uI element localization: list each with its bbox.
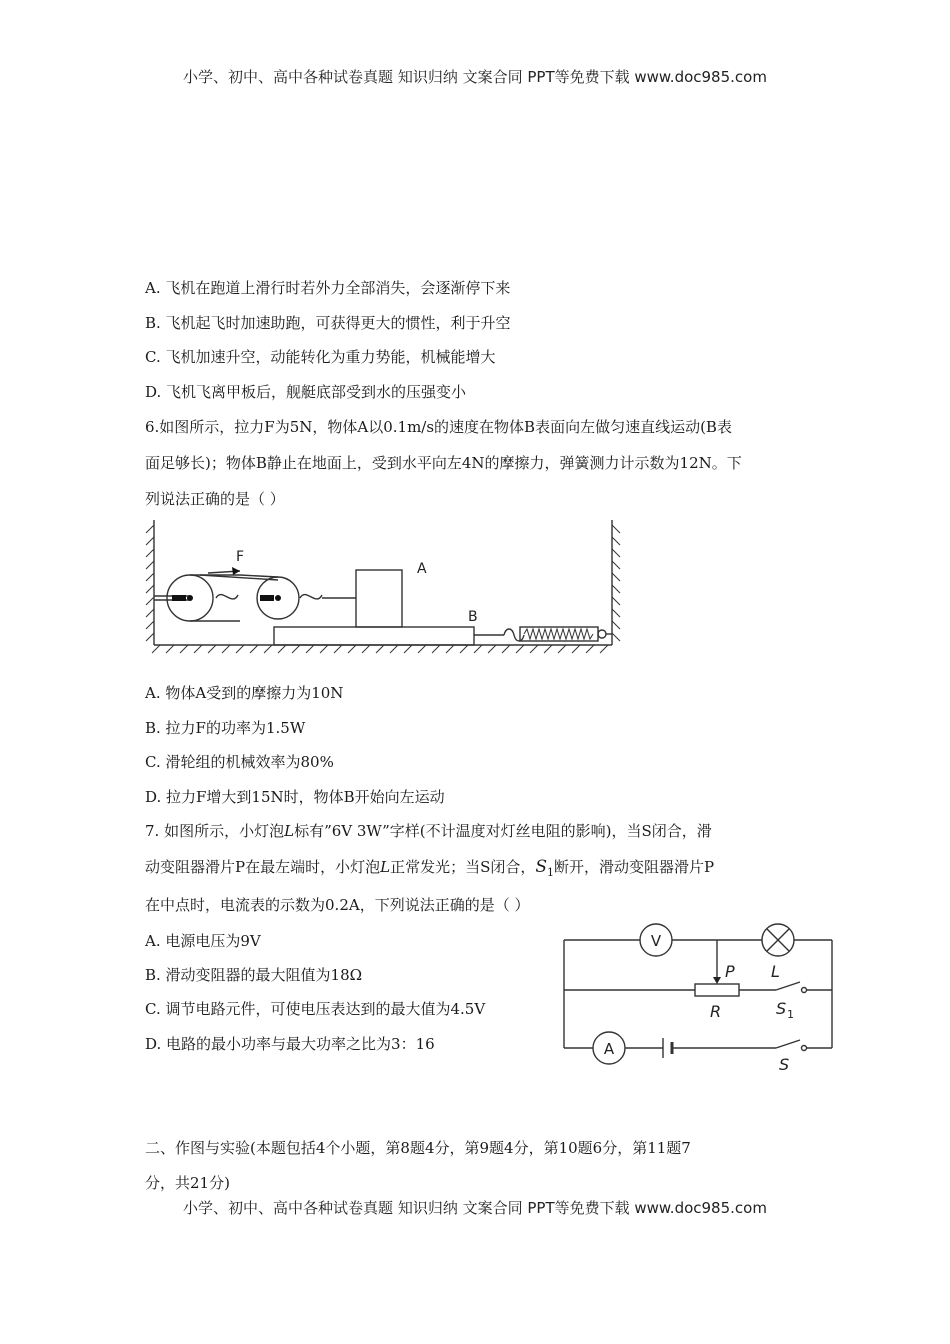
switch-label: S — [779, 1055, 790, 1074]
switch-s — [776, 1040, 800, 1048]
switch-s1 — [776, 982, 800, 990]
q6-pulley-diagram — [140, 515, 630, 660]
resistor-label: R — [710, 1002, 722, 1021]
q5-option-d: D. 飞机飞离甲板后，舰艇底部受到水的压强变小 — [145, 383, 467, 401]
q6-option-b: B. 拉力F的功率为1.5W — [145, 719, 306, 737]
block-a — [356, 570, 402, 627]
q7-option-c: C. 调节电路元件，可使电压表达到的最大值为4.5V — [145, 1000, 486, 1018]
q7-circuit-diagram — [560, 920, 840, 1075]
q6-stem-line-2: 面足够长)；物体B静止在地面上，受到水平向左4N的摩擦力，弹簧测力计示数为12N。下 — [145, 454, 742, 472]
lamp-label: L — [771, 962, 780, 981]
voltmeter-label: V — [650, 932, 662, 950]
section2-title-line-1: 二、作图与实验(本题包括4个小题，第8题4分，第9题4分，第10题6分，第11题7 — [145, 1139, 691, 1157]
block-b — [274, 627, 474, 645]
q6-stem-line-1: 6.如图所示，拉力F为5N，物体A以0.1m/s的速度在物体B表面向左做匀速直线运动(B表 — [145, 418, 732, 436]
rheostat — [695, 984, 739, 996]
slider-label: P — [725, 962, 735, 981]
label-a: A — [417, 561, 427, 577]
header-banner: 小学、初中、高中各种试卷真题 知识归纳 文案合同 PPT等免费下载 www.doc985.com — [183, 68, 767, 86]
footer-banner: 小学、初中、高中各种试卷真题 知识归纳 文案合同 PPT等免费下载 www.doc985.com — [183, 1199, 767, 1217]
ammeter-label: A — [603, 1040, 615, 1058]
q7-stem-line-1: 7. 如图所示，小灯泡L标有”6V 3W”字样(不计温度对灯丝电阻的影响)，当S闭合，滑 — [145, 822, 712, 840]
q7-option-b: B. 滑动变阻器的最大阻值为18Ω — [145, 966, 363, 984]
section2-title-line-2: 分，共21分) — [145, 1174, 230, 1192]
q6-option-c: C. 滑轮组的机械效率为80% — [145, 753, 334, 771]
q7-stem-line-2: 动变阻器滑片P在最左端时，小灯泡L正常发光；当S闭合，$S_1$断开，滑动变阻器滑片P — [145, 857, 715, 879]
q7-option-d: D. 电路的最小功率与最大功率之比为3：16 — [145, 1035, 435, 1053]
switch1-label: S — [776, 999, 787, 1018]
q7-option-a: A. 电源电压为9V — [145, 932, 261, 950]
q5-option-c: C. 飞机加速升空，动能转化为重力势能，机械能增大 — [145, 348, 496, 366]
q7-stem-line-3: 在中点时，电流表的示数为0.2A，下列说法正确的是（ ） — [145, 896, 530, 914]
q6-stem-line-3: 列说法正确的是（ ） — [145, 490, 285, 508]
q6-option-d: D. 拉力F增大到15N时，物体B开始向左运动 — [145, 788, 445, 806]
label-f: F — [236, 549, 245, 565]
q5-option-a: A. 飞机在跑道上滑行时若外力全部消失，会逐渐停下来 — [145, 279, 511, 297]
switch1-subscript: 1 — [787, 1008, 794, 1021]
q6-option-a: A. 物体A受到的摩擦力为10N — [145, 684, 344, 702]
label-b: B — [468, 609, 478, 625]
q5-option-b: B. 飞机起飞时加速助跑，可获得更大的惯性，利于升空 — [145, 314, 511, 332]
